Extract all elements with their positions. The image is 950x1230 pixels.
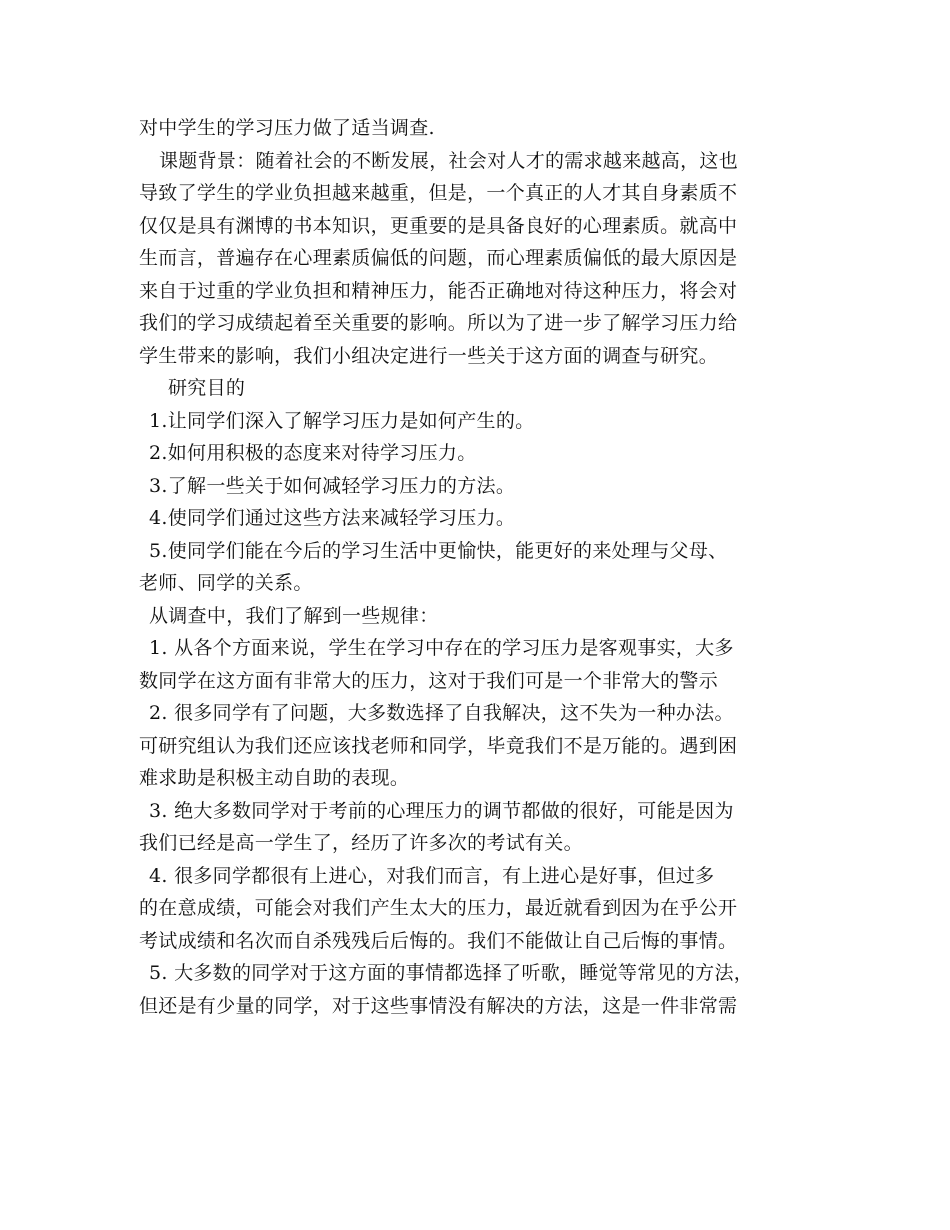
text-line: 4.使同学们通过这些方法来减轻学习压力。 bbox=[149, 507, 516, 529]
text-line: 我们的学习成绩起着至关重要的影响。所以为了进一步了解学习压力给 bbox=[139, 312, 738, 334]
text-line: 2.如何用积极的态度来对待学习压力。 bbox=[149, 442, 477, 464]
text-line: 1. 从各个方面来说，学生在学习中存在的学习压力是客观事实，大多 bbox=[149, 637, 734, 659]
text-line: 4. 很多同学都很有上进心，对我们而言，有上进心是好事，但过多 bbox=[149, 864, 715, 887]
text-line: 5.使同学们能在今后的学习生活中更愉快，能更好的来处理与父母、 bbox=[149, 539, 728, 562]
text-line: 仅仅是具有渊博的书本知识，更重要的是具备良好的心理素质。就高中 bbox=[139, 214, 738, 237]
text-line: 5. 大多数的同学对于这方面的事情都选择了听歌，睡觉等常见的方法， bbox=[149, 962, 754, 984]
text-line: 难求助是积极主动自助的表现。 bbox=[139, 767, 410, 789]
text-line: 3. 绝大多数同学对于考前的心理压力的调节都做的很好，可能是因为 bbox=[149, 799, 734, 822]
text-line: 从调查中，我们了解到一些规律： bbox=[149, 604, 439, 627]
text-line: 2. 很多同学有了问题，大多数选择了自我解决，这不失为一种办法。 bbox=[149, 702, 734, 724]
text-line: 考试成绩和名次而自杀残残后后悔的。我们不能做让自己后悔的事情。 bbox=[139, 929, 738, 952]
text-line: 我们已经是高一学生了，经历了许多次的考试有关。 bbox=[139, 832, 583, 854]
text-line: 学生带来的影响，我们小组决定进行一些关于这方面的调查与研究。 bbox=[139, 344, 719, 367]
text-line: 1.让同学们深入了解学习压力是如何产生的。 bbox=[149, 409, 535, 432]
text-line: 但还是有少量的同学，对于这些事情没有解决的方法，这是一件非常需 bbox=[139, 994, 738, 1017]
text-line: 可研究组认为我们还应该找老师和同学，毕竟我们不是万能的。遇到困 bbox=[139, 734, 738, 757]
text-line: 来自于过重的学业负担和精神压力，能否正确地对待这种压力，将会对 bbox=[139, 279, 738, 302]
text-line: 导致了学生的学业负担越来越重，但是，一个真正的人才其自身素质不 bbox=[139, 182, 738, 204]
text-line: 3.了解一些关于如何减轻学习压力的方法。 bbox=[149, 474, 516, 497]
text-line: 生而言，普遍存在心理素质偏低的问题，而心理素质偏低的最大原因是 bbox=[139, 247, 738, 269]
text-line: 研究目的 bbox=[168, 377, 246, 399]
text-line: 对中学生的学习压力做了适当调查. bbox=[139, 117, 435, 139]
text-line: 数同学在这方面有非常大的压力，这对于我们可是一个非常大的警示 bbox=[139, 669, 719, 692]
text-line: 的在意成绩，可能会对我们产生太大的压力，最近就看到因为在乎公开 bbox=[139, 897, 738, 919]
document-body bbox=[139, 112, 819, 1022]
text-line: 老师、同学的关系。 bbox=[139, 572, 313, 594]
text-line: 课题背景：随着社会的不断发展，社会对人才的需求越来越高，这也 bbox=[159, 149, 739, 172]
